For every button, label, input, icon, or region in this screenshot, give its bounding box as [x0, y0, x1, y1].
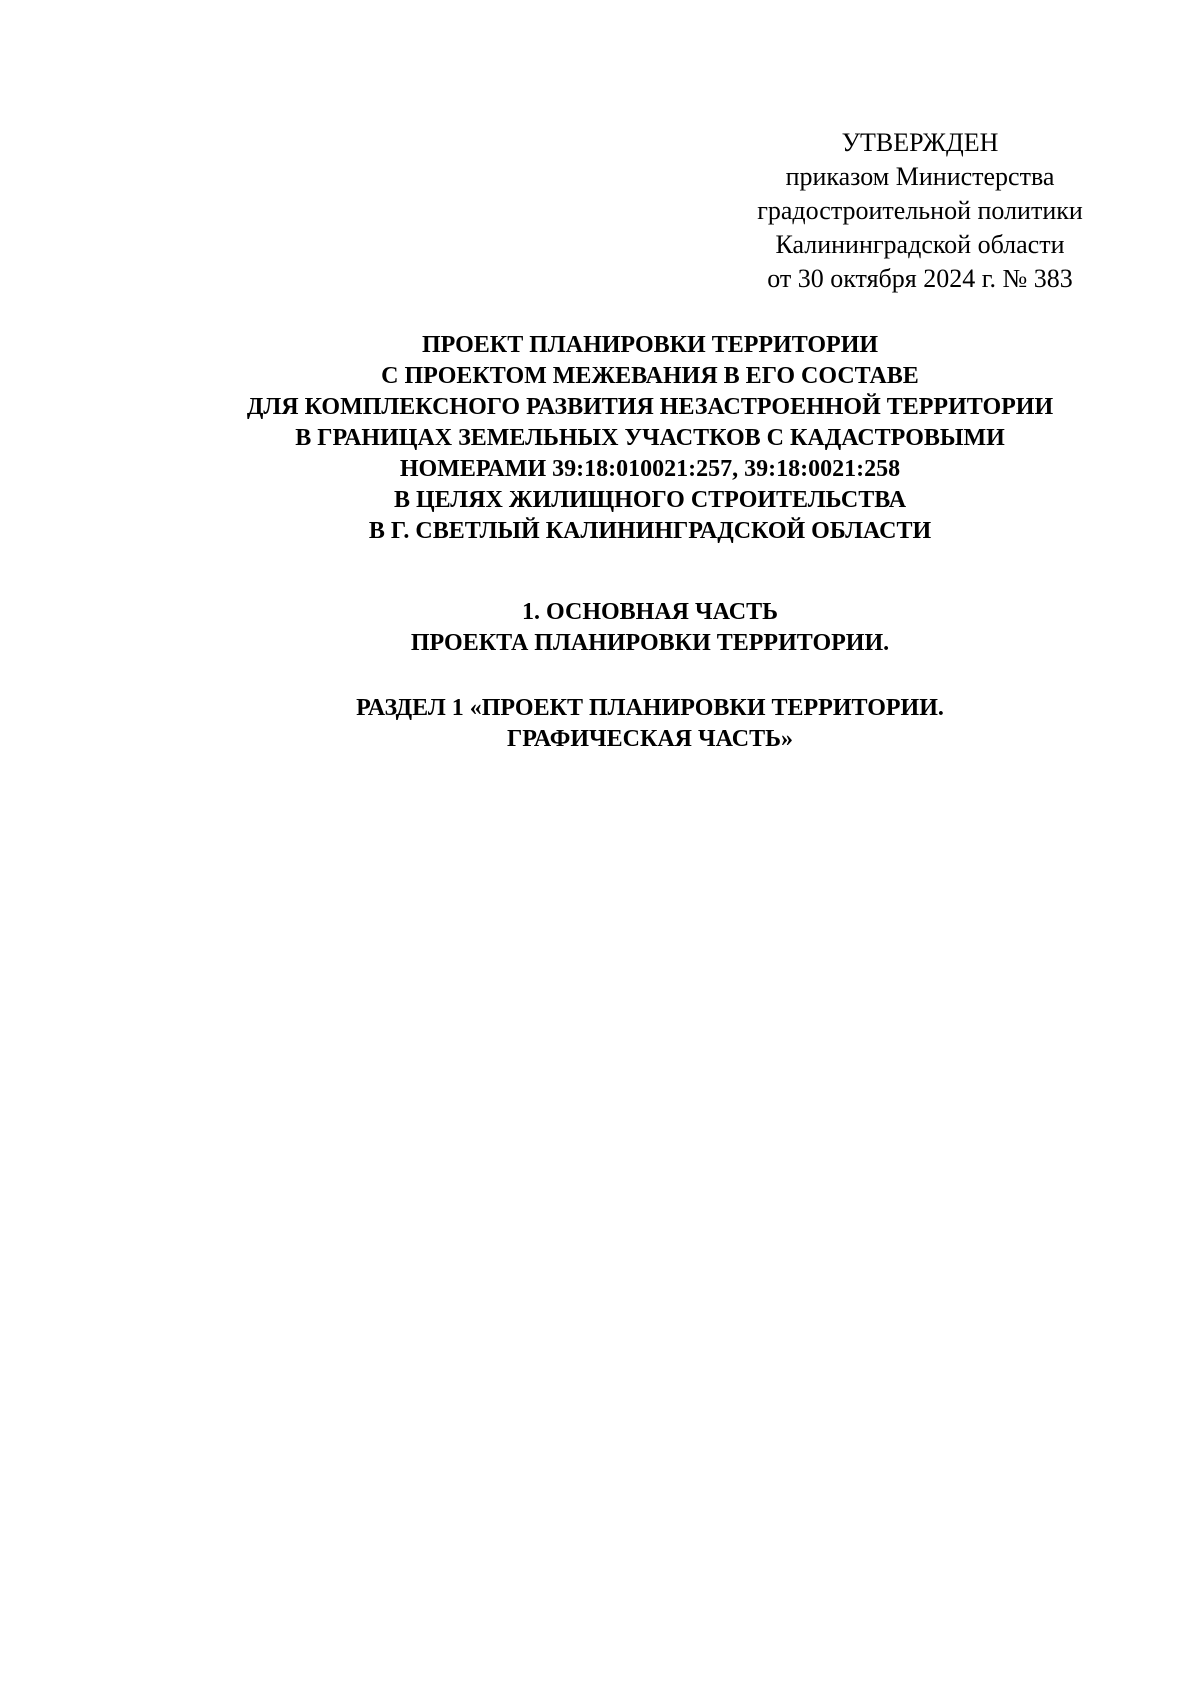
approval-line-policy: градостроительной политики: [757, 196, 1083, 225]
section-heading-line: РАЗДЕЛ 1 «ПРОЕКТ ПЛАНИРОВКИ ТЕРРИТОРИИ.: [356, 695, 944, 721]
title-line: ДЛЯ КОМПЛЕКСНОГО РАЗВИТИЯ НЕЗАСТРОЕННОЙ ТЕРРИТОРИИ: [246, 394, 1054, 420]
title-line: С ПРОЕКТОМ МЕЖЕВАНИЯ В ЕГО СОСТАВЕ: [381, 363, 919, 389]
title-line: НОМЕРАМИ 39:18:010021:257, 39:18:0021:258: [399, 456, 901, 482]
title-line: ПРОЕКТ ПЛАНИРОВКИ ТЕРРИТОРИИ: [421, 332, 879, 358]
part-heading: [150, 597, 1150, 659]
approval-stamp: [700, 126, 1140, 296]
section-heading-line: ГРАФИЧЕСКАЯ ЧАСТЬ»: [507, 726, 793, 752]
approval-line-approved: УТВЕРЖДЕН: [841, 128, 999, 157]
title-line: В ЦЕЛЯХ ЖИЛИЩНОГО СТРОИТЕЛЬСТВА: [393, 487, 907, 513]
approval-line-date-number: от 30 октября 2024 г. № 383: [767, 264, 1073, 293]
title-line: В ГРАНИЦАХ ЗЕМЕЛЬНЫХ УЧАСТКОВ С КАДАСТРОВЫМИ: [295, 425, 1005, 451]
part-heading-line: ПРОЕКТА ПЛАНИРОВКИ ТЕРРИТОРИИ.: [410, 630, 890, 656]
approval-line-region: Калининградской области: [775, 230, 1065, 259]
title-line: В Г. СВЕТЛЫЙ КАЛИНИНГРАДСКОЙ ОБЛАСТИ: [368, 518, 932, 544]
part-heading-line: 1. ОСНОВНАЯ ЧАСТЬ: [522, 599, 778, 625]
section-heading: [150, 693, 1150, 755]
approval-line-order: приказом Министерства: [785, 162, 1055, 191]
document-title: [150, 330, 1150, 547]
